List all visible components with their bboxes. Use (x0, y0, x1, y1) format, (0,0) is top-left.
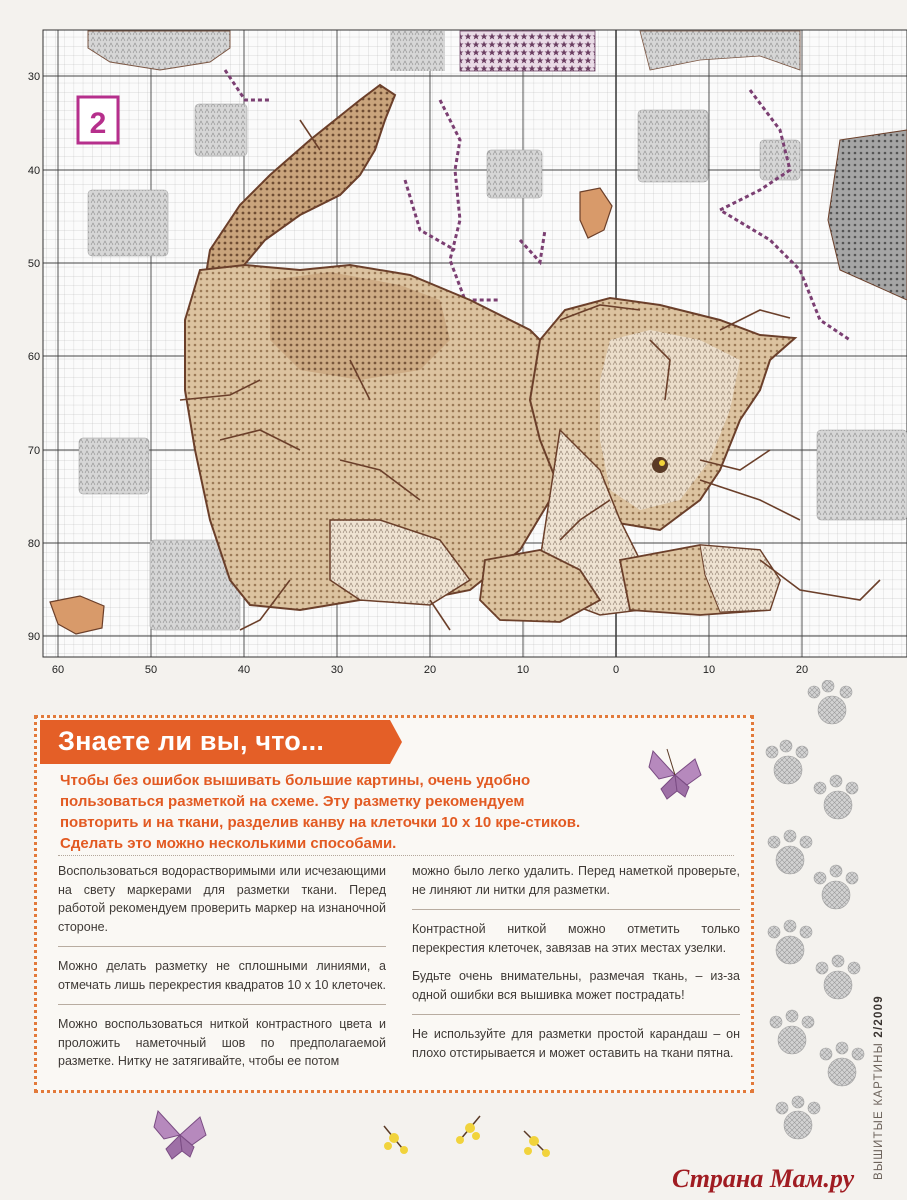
divider (58, 1004, 386, 1005)
butterfly-icon (645, 745, 707, 803)
magazine-issue: 2/2009 (873, 995, 885, 1038)
svg-text:50: 50 (27, 258, 41, 270)
svg-text:20: 20 (795, 664, 809, 676)
svg-text:0: 0 (612, 664, 620, 676)
site-watermark: Страна Мам.ру (672, 1164, 855, 1193)
svg-text:40: 40 (27, 165, 41, 177)
bee-icon (380, 1122, 414, 1158)
tip-paragraph: можно было легко удалить. Перед наметкой проверьте, не линяют ли нитки для разметки. (412, 864, 740, 897)
svg-text:50: 50 (144, 664, 158, 676)
svg-text:60: 60 (27, 351, 41, 363)
tip-paragraph: Контрастной ниткой можно отметить только перекрестия клеточек, завязав на этих местах узелки. (412, 922, 740, 955)
bee-icon (520, 1125, 554, 1161)
info-left-column (58, 862, 386, 1081)
svg-text:20: 20 (423, 664, 437, 676)
svg-text:70: 70 (27, 445, 41, 457)
divider (58, 946, 386, 947)
info-intro: Чтобы без ошибок вышивать большие картины, очень удобно пользоваться разметкой на схеме. Эту разметку рекомендуем повторить и на ткани, разделив канву на клеточки 10 х 10 кре-стиков. Сделать это можно несколькими способами. (60, 772, 581, 852)
intro-divider (58, 855, 734, 856)
magazine-name: ВЫШИТЫЕ КАРТИНЫ (873, 1041, 885, 1180)
svg-text:80: 80 (27, 538, 41, 550)
info-title: Знаете ли вы, что... (58, 726, 325, 756)
bee-icon (450, 1112, 484, 1148)
tip-paragraph: Будьте очень внимательны, размечая ткань, – из-за одной ошибки вся вышивка может пострадать! (412, 969, 740, 1002)
tip-paragraph: Воспользоваться водорастворимыми или исчезающими на свету маркерами для разметки ткани. Перед работой рекомендуем проверить маркер на изнаночной стороне. (58, 864, 386, 934)
tip-paragraph: Можно воспользоваться ниткой контрастного цвета и проложить наметочный шов по предполагаемой разметке. Нитку не затягивайте, чтобы ее потом (58, 1017, 386, 1068)
paw-prints-decoration (762, 680, 872, 1160)
page-number-badge (78, 97, 118, 143)
x-axis-labels (52, 664, 808, 676)
butterfly-icon (150, 1105, 212, 1165)
y-axis-labels (28, 71, 40, 643)
svg-text:2: 2 (89, 107, 107, 140)
svg-text:60: 60 (51, 664, 65, 676)
tip-paragraph: Не используйте для разметки простой карандаш – он плохо отстирывается и может оставить на ткани пятна. (412, 1027, 740, 1060)
svg-text:10: 10 (702, 664, 716, 676)
svg-text:90: 90 (27, 631, 41, 643)
divider (412, 1014, 740, 1015)
divider (412, 909, 740, 910)
svg-text:30: 30 (27, 71, 41, 83)
info-title-banner (40, 720, 390, 764)
svg-text:40: 40 (237, 664, 251, 676)
svg-text:30: 30 (330, 664, 344, 676)
tip-paragraph: Можно делать разметку не сплошными линиями, а отмечать лишь перекрестия квадратов 10 х 10 клеточек. (58, 959, 386, 992)
magazine-side-label (873, 995, 885, 1180)
svg-text:10: 10 (516, 664, 530, 676)
info-right-column (412, 862, 740, 1072)
